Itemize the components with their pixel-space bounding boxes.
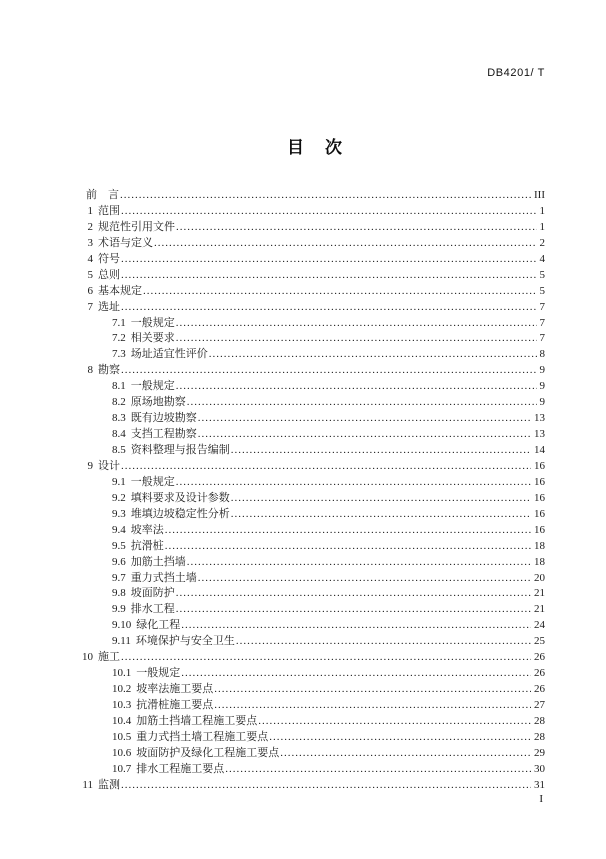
toc-entry-title: 资料整理与报告编制 (130, 444, 230, 456)
toc-entry (0, 523, 606, 539)
toc-leader-dots (121, 268, 537, 284)
toc-entry-title: 重力式挡土墙工程施工要点 (136, 730, 269, 743)
toc-entry-number: 7 (87, 300, 93, 313)
toc-entry-title: 相关要求 (130, 332, 175, 345)
toc-entry-page: 29 (534, 746, 545, 759)
toc-leader-dots (121, 650, 531, 666)
toc-entry-number: 10 (82, 651, 93, 664)
toc-entry-page: 7 (539, 300, 545, 313)
toc-leader-dots (121, 300, 537, 316)
toc-entry (0, 618, 606, 634)
toc-entry-page: 24 (534, 619, 545, 632)
toc-leader-dots (176, 379, 537, 395)
toc-entry (0, 539, 606, 555)
toc-entry-page: 5 (539, 284, 545, 297)
toc-entry-page: 8 (539, 348, 545, 361)
toc-leader-dots (143, 284, 537, 300)
toc-entry-number: 9.9 (112, 603, 126, 616)
toc-entry-title: 前 言 (86, 189, 119, 201)
toc-entry-page: 16 (534, 491, 545, 504)
toc-entry-number: 7.3 (112, 348, 126, 361)
toc-entry-number: 2 (87, 220, 93, 233)
toc-leader-dots (231, 443, 531, 459)
toc-entry-title: 总则 (98, 268, 120, 281)
toc-entry-title: 加筋土挡墙工程施工要点 (136, 714, 258, 727)
toc-entry-number: 10.4 (112, 714, 132, 727)
toc-entry-number: 9.5 (112, 539, 126, 552)
toc-entry-title: 勘察 (98, 364, 120, 377)
toc-entry (0, 427, 606, 443)
toc-entry-number: 9.2 (112, 491, 126, 504)
toc-entry-number: 4 (87, 252, 93, 265)
toc-entry-number: 6 (87, 284, 93, 297)
toc-leader-dots (121, 204, 537, 220)
toc-entry-title: 既有边坡勘察 (130, 412, 197, 425)
toc-entry-title: 排水工程施工要点 (136, 762, 225, 775)
toc-leader-dots (214, 698, 531, 714)
toc-entry-number: 9.11 (112, 635, 131, 648)
toc-entry (0, 188, 606, 204)
toc-leader-dots (176, 586, 531, 602)
toc-entry-title: 一般规定 (130, 475, 175, 488)
toc-entry-number: 3 (87, 236, 93, 249)
toc-entry-page: 1 (539, 220, 545, 233)
document-code-header: DB4201/ T (487, 67, 545, 79)
toc-leader-dots (121, 459, 531, 475)
toc-leader-dots (269, 730, 531, 746)
toc-leader-dots (165, 523, 531, 539)
toc-entry-title: 抗滑桩 (130, 539, 164, 552)
toc-entry-title: 坡率法 (130, 523, 164, 536)
toc-entry (0, 268, 606, 284)
toc-entry (0, 363, 606, 379)
toc-entry (0, 762, 606, 778)
toc-entry (0, 300, 606, 316)
toc-entry-title: 场址适宜性评价 (130, 348, 208, 361)
toc-entry-number: 10.6 (112, 746, 132, 759)
toc-entry-title: 排水工程 (130, 603, 175, 616)
toc-entry-page: 30 (534, 762, 545, 775)
toc-entry-number: 7.1 (112, 316, 126, 329)
toc-entry (0, 698, 606, 714)
toc-entry-page: 13 (534, 412, 545, 425)
toc-entry (0, 331, 606, 347)
toc-leader-dots (198, 411, 531, 427)
toc-entry-number: 8.5 (112, 444, 126, 456)
toc-entry (0, 443, 606, 459)
toc-leader-dots (198, 571, 531, 587)
toc-leader-dots (236, 634, 531, 650)
toc-entry-title: 基本规定 (98, 284, 142, 297)
toc-entry-page: 31 (534, 778, 545, 791)
toc-entry-page: 16 (534, 459, 545, 472)
toc-entry (0, 714, 606, 730)
toc-entry (0, 682, 606, 698)
toc-entry-page: 21 (534, 603, 545, 616)
toc-entry-title: 原场地勘察 (130, 396, 186, 409)
footer-page-number: I (539, 793, 543, 805)
toc-entry-title: 符号 (98, 252, 120, 265)
toc-entry-page: 16 (534, 507, 545, 520)
toc-entry (0, 555, 606, 571)
toc-entry-title: 坡面防护 (130, 587, 175, 600)
toc-entry-number: 10.5 (112, 730, 132, 743)
toc-entry-page: 7 (539, 332, 545, 345)
toc-leader-dots (181, 618, 531, 634)
toc-entry-number: 9.3 (112, 507, 126, 520)
toc-entry-page: 9 (539, 364, 545, 377)
toc-entry (0, 252, 606, 268)
toc-entry (0, 730, 606, 746)
toc-entry (0, 650, 606, 666)
toc-entry-page: 26 (534, 651, 545, 664)
toc-entry-title: 抗滑桩施工要点 (136, 699, 214, 711)
toc-entry (0, 475, 606, 491)
toc-entry-title: 一般规定 (130, 316, 175, 329)
toc-entry (0, 491, 606, 507)
toc-entry-page: 18 (534, 539, 545, 552)
toc-entry-number: 9.6 (112, 555, 126, 568)
toc-entry-page: 28 (534, 714, 545, 727)
toc-entry-page: 16 (534, 475, 545, 488)
toc-entry-page: 2 (539, 236, 545, 249)
toc-entry-title: 堆填边坡稳定性分析 (130, 507, 230, 520)
toc-leader-dots (187, 555, 531, 571)
toc-entry-page: 7 (539, 316, 545, 329)
toc-leader-dots (187, 395, 537, 411)
toc-entry (0, 284, 606, 300)
toc-entry-number: 1 (87, 204, 93, 217)
toc-entry-page: 18 (534, 555, 545, 568)
toc-entry (0, 571, 606, 587)
toc-leader-dots (280, 746, 531, 762)
toc-entry (0, 220, 606, 236)
toc-entry-number: 9.10 (112, 619, 132, 632)
toc-leader-dots (121, 252, 537, 268)
toc-leader-dots (214, 682, 531, 698)
toc-entry-title: 一般规定 (130, 380, 175, 393)
toc-entry-title: 坡面防护及绿化工程施工要点 (136, 746, 280, 759)
toc-entry-title: 术语与定义 (98, 236, 153, 249)
toc-entry-title: 绿化工程 (136, 619, 181, 632)
toc-entry (0, 666, 606, 682)
toc-entry (0, 204, 606, 220)
toc-entry (0, 586, 606, 602)
toc-entry-page: III (534, 189, 545, 201)
toc-leader-dots (176, 220, 537, 236)
toc-entry-page: 21 (534, 587, 545, 600)
toc-entry-number: 9.4 (112, 523, 126, 536)
toc-entry-title: 监测 (98, 778, 120, 791)
toc-entry-page: 9 (539, 396, 545, 409)
toc-entry (0, 507, 606, 523)
toc-leader-dots (225, 762, 531, 778)
toc-entry (0, 634, 606, 650)
toc-entry-title: 环境保护与安全卫生 (135, 635, 235, 648)
toc-entry-page: 26 (534, 683, 545, 696)
toc-entry-page: 27 (534, 699, 545, 711)
toc-entry (0, 746, 606, 762)
toc-entry-title: 重力式挡土墙 (130, 571, 197, 584)
toc-entry-page: 5 (539, 268, 545, 281)
toc-entry-page: 20 (534, 571, 545, 584)
toc-entry-title: 一般规定 (136, 667, 181, 680)
toc-entry-page: 26 (534, 667, 545, 680)
toc-entry-page: 28 (534, 730, 545, 743)
toc-entry-page: 14 (534, 444, 545, 456)
toc-leader-dots (231, 507, 531, 523)
toc-entry (0, 316, 606, 332)
toc-entry-number: 8.2 (112, 396, 126, 409)
toc-leader-dots (198, 427, 531, 443)
toc-leader-dots (154, 236, 537, 252)
toc-leader-dots (176, 316, 537, 332)
toc-entry-number: 11 (82, 778, 93, 791)
toc-entry-title: 规范性引用文件 (98, 220, 175, 233)
toc-entry (0, 602, 606, 618)
toc-entry-number: 8.4 (112, 428, 126, 441)
toc-leader-dots (121, 778, 531, 794)
toc-leader-dots (121, 363, 537, 379)
toc-entry-title: 施工 (98, 651, 120, 664)
toc-entry-number: 5 (87, 268, 93, 281)
toc-leader-dots (176, 602, 531, 618)
toc-entry (0, 347, 606, 363)
toc-entry-number: 9 (87, 459, 93, 472)
toc-entry (0, 411, 606, 427)
toc-entry (0, 778, 606, 794)
toc-entry-number: 8.3 (112, 412, 126, 425)
toc-entry-number: 10.1 (112, 667, 132, 680)
toc-entry-number: 7.2 (112, 332, 126, 345)
toc-entry-title: 范围 (98, 204, 120, 217)
toc-leader-dots (209, 347, 537, 363)
toc-entry-number: 10.7 (112, 762, 132, 775)
toc-entry-page: 25 (534, 635, 545, 648)
toc-entry-number: 9.7 (112, 571, 126, 584)
toc-list (0, 188, 606, 794)
toc-entry-number: 8 (87, 364, 93, 377)
toc-leader-dots (176, 331, 537, 347)
toc-entry-page: 1 (539, 204, 545, 217)
toc-entry-page: 4 (539, 252, 545, 265)
toc-entry-number: 10.3 (112, 699, 132, 711)
toc-leader-dots (165, 539, 531, 555)
page-title: 目 次 (287, 138, 344, 157)
toc-leader-dots (258, 714, 531, 730)
toc-entry-page: 9 (539, 380, 545, 393)
toc-entry-title: 坡率法施工要点 (136, 683, 214, 696)
toc-entry-number: 10.2 (112, 683, 132, 696)
toc-entry (0, 395, 606, 411)
toc-leader-dots (176, 475, 531, 491)
toc-entry-page: 13 (534, 428, 545, 441)
toc-leader-dots (120, 188, 531, 204)
toc-leader-dots (231, 491, 531, 507)
toc-entry-title: 选址 (98, 300, 120, 313)
toc-entry (0, 459, 606, 475)
toc-entry-number: 9.1 (112, 475, 126, 488)
toc-entry-number: 9.8 (112, 587, 126, 600)
toc-entry-number: 8.1 (112, 380, 126, 393)
toc-leader-dots (181, 666, 531, 682)
toc-entry-page: 16 (534, 523, 545, 536)
toc-entry-title: 加筋土挡墙 (130, 555, 186, 568)
toc-entry-title: 填料要求及设计参数 (130, 491, 230, 504)
toc-entry-title: 支挡工程勘察 (130, 428, 197, 441)
toc-entry (0, 236, 606, 252)
toc-entry (0, 379, 606, 395)
toc-entry-title: 设计 (98, 459, 120, 472)
